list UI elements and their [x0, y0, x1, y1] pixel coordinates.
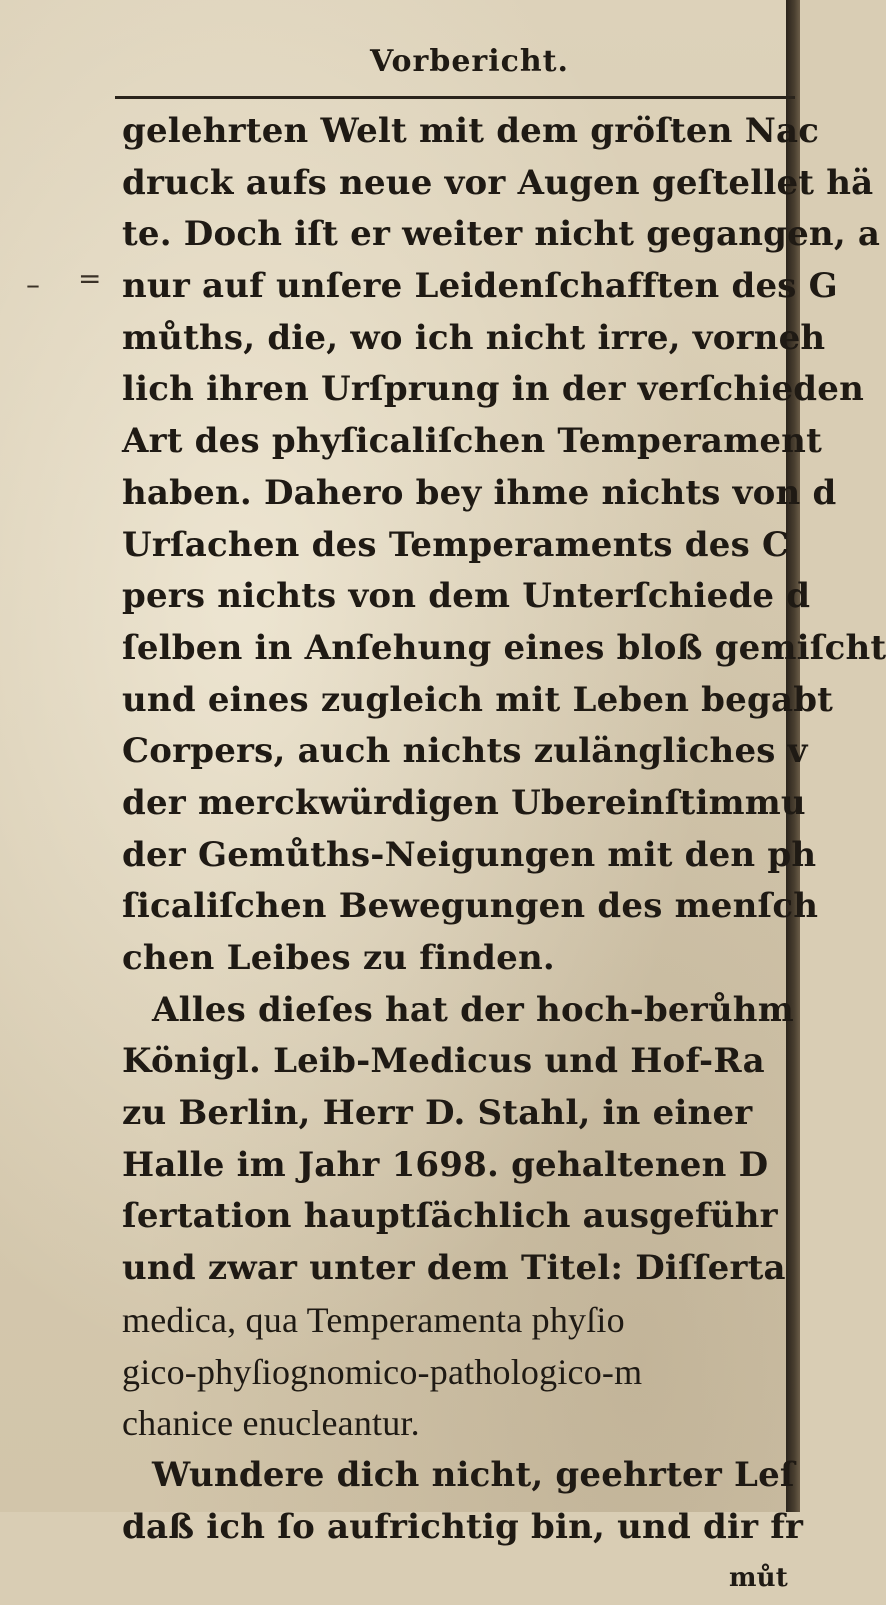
- text-line: gico-phyſiognomico-pathologico-m: [122, 1351, 643, 1392]
- text-line: der Gemůths-Neigungen mit den ph: [122, 834, 817, 875]
- text-line: Halle im Jahr 1698. gehaltenen D: [122, 1144, 769, 1185]
- text-line: Urſachen des Temperaments des C: [122, 524, 790, 565]
- text-line: můths, die, wo ich nicht irre, vorneh: [122, 317, 826, 358]
- text-line: druck aufs neue vor Augen geſtellet hä: [122, 162, 874, 203]
- text-line: und eines zugleich mit Leben begabt: [122, 679, 834, 720]
- text-line: und zwar unter dem Titel: Diſſerta: [122, 1248, 786, 1289]
- text-line: Corpers, auch nichts zulängliches v: [122, 731, 808, 772]
- running-head: Vorbericht.: [370, 44, 569, 79]
- text-line: gelehrten Welt mit dem gröſten Nac: [122, 111, 820, 151]
- text-line: haben. Dahero bey ihme nichts von d: [122, 472, 837, 513]
- text-line: medica, qua Temperamenta phyſio: [122, 1299, 625, 1340]
- text-line: zu Berlin, Herr D. Stahl, in einer: [122, 1093, 753, 1134]
- text-line: chen Leibes zu finden.: [122, 938, 555, 978]
- text-line: Wundere dich nicht, geehrter Leſ: [152, 1454, 795, 1495]
- text-line: Alles dieſes hat der hoch-berůhm: [152, 989, 794, 1030]
- text-line: ſicaliſchen Bewegungen des menſch: [122, 886, 819, 927]
- body-text: [122, 106, 886, 1594]
- text-line: der merckwürdigen Ubereinſtimmu: [122, 782, 806, 823]
- text-line: te. Doch iſt er weiter nicht gegangen, a: [122, 214, 881, 255]
- header-rule: [115, 96, 795, 99]
- text-line: chanice enucleantur.: [122, 1403, 420, 1444]
- text-line: ſelben in Anſehung eines bloß gemiſcht: [122, 627, 886, 668]
- catchword: můt: [728, 1563, 788, 1594]
- text-line: nur auf unſere Leidenſchafften des G: [122, 266, 838, 307]
- margin-dash-mark: –: [26, 268, 40, 301]
- text-line: lich ihren Urſprung in der verſchieden: [122, 369, 865, 410]
- text-line: Königl. Leib-Medicus und Hof-Ra: [122, 1041, 765, 1082]
- text-line: Art des phyſicaliſchen Temperament: [122, 421, 822, 462]
- text-line: pers nichts von dem Unterſchiede d: [122, 576, 811, 617]
- text-line: daß ich ſo aufrichtig bin, und dir fr: [122, 1506, 804, 1547]
- text-line: ſertation hauptſächlich ausgeführ: [122, 1196, 778, 1237]
- margin-dash-mark: =: [78, 262, 102, 295]
